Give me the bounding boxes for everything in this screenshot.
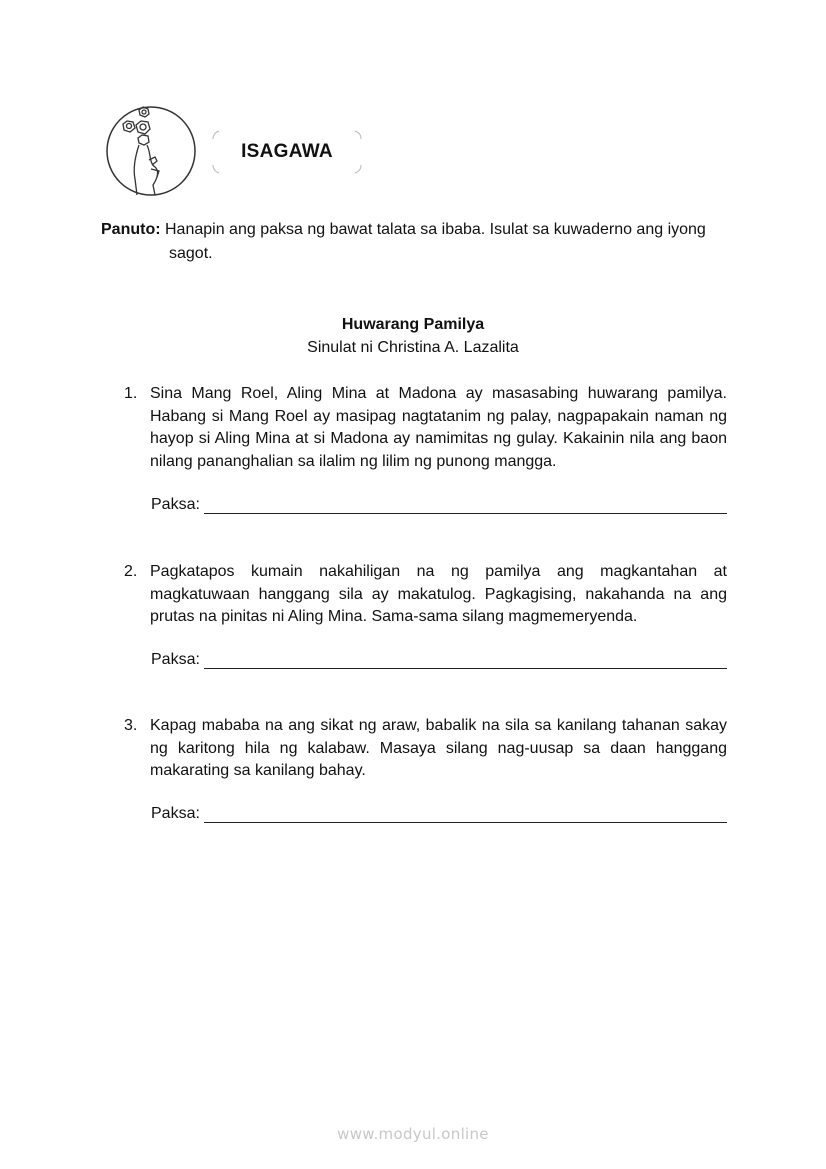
answer-line[interactable]	[204, 499, 727, 514]
story-author: Sinulat ni Christina A. Lazalita	[307, 339, 519, 356]
instructions-text-line2: sagot.	[169, 245, 213, 262]
list-item	[124, 383, 727, 473]
list-item	[124, 561, 727, 629]
list-item	[124, 715, 727, 783]
answer-label: Paksa:	[151, 651, 200, 668]
answer-field[interactable]	[151, 805, 727, 823]
instructions	[101, 218, 729, 266]
item-number: 3.	[124, 717, 138, 734]
watermark: www.modyul.online	[337, 1125, 489, 1143]
story-title: Huwarang Pamilya	[341, 316, 485, 333]
instructions-label: Panuto:	[101, 221, 161, 238]
answer-line[interactable]	[204, 654, 727, 669]
item-number: 1.	[124, 385, 138, 402]
section-title: ISAGAWA	[241, 141, 333, 162]
answer-field[interactable]	[151, 651, 727, 669]
section-badge	[211, 129, 363, 175]
answer-label: Paksa:	[151, 805, 200, 822]
item-paragraph: Pagkatapos kumain nakahiligan na ng pamilya ang magkantahan at magkatuwaan hanggang sila ay makatulog. Pagkagising, nakahanda na ang prutas na pinitas ni Aling Mina. Sama-sama silang magmemeryenda.	[150, 563, 727, 625]
item-number: 2.	[124, 563, 138, 580]
item-paragraph: Kapag mababa na ang sikat ng araw, babalik na sila sa kanilang tahanan sakay ng karitong hila ng kalabaw. Masaya silang nag-uusap sa daan hanggang makarating sa kanilang bahay.	[150, 717, 727, 779]
answer-label: Paksa:	[151, 496, 200, 513]
item-paragraph: Sina Mang Roel, Aling Mina at Madona ay masasabing huwarang pamilya. Habang si Mang Roel ay masipag nagtatanim ng palay, nagpapakain naman ng hayop si Aling Mina at si Madona ay namimitas ng gulay. Kakainin nila ang baon nilang pananghalian sa ilalim ng lilim ng punong mangga.	[150, 385, 727, 470]
instructions-text-line1: Hanapin ang paksa ng bawat talata sa ibaba. Isulat sa kuwaderno ang iyong	[165, 221, 706, 238]
answer-line[interactable]	[204, 808, 727, 823]
hand-with-gears-icon	[105, 105, 197, 197]
answer-field[interactable]	[151, 496, 727, 514]
